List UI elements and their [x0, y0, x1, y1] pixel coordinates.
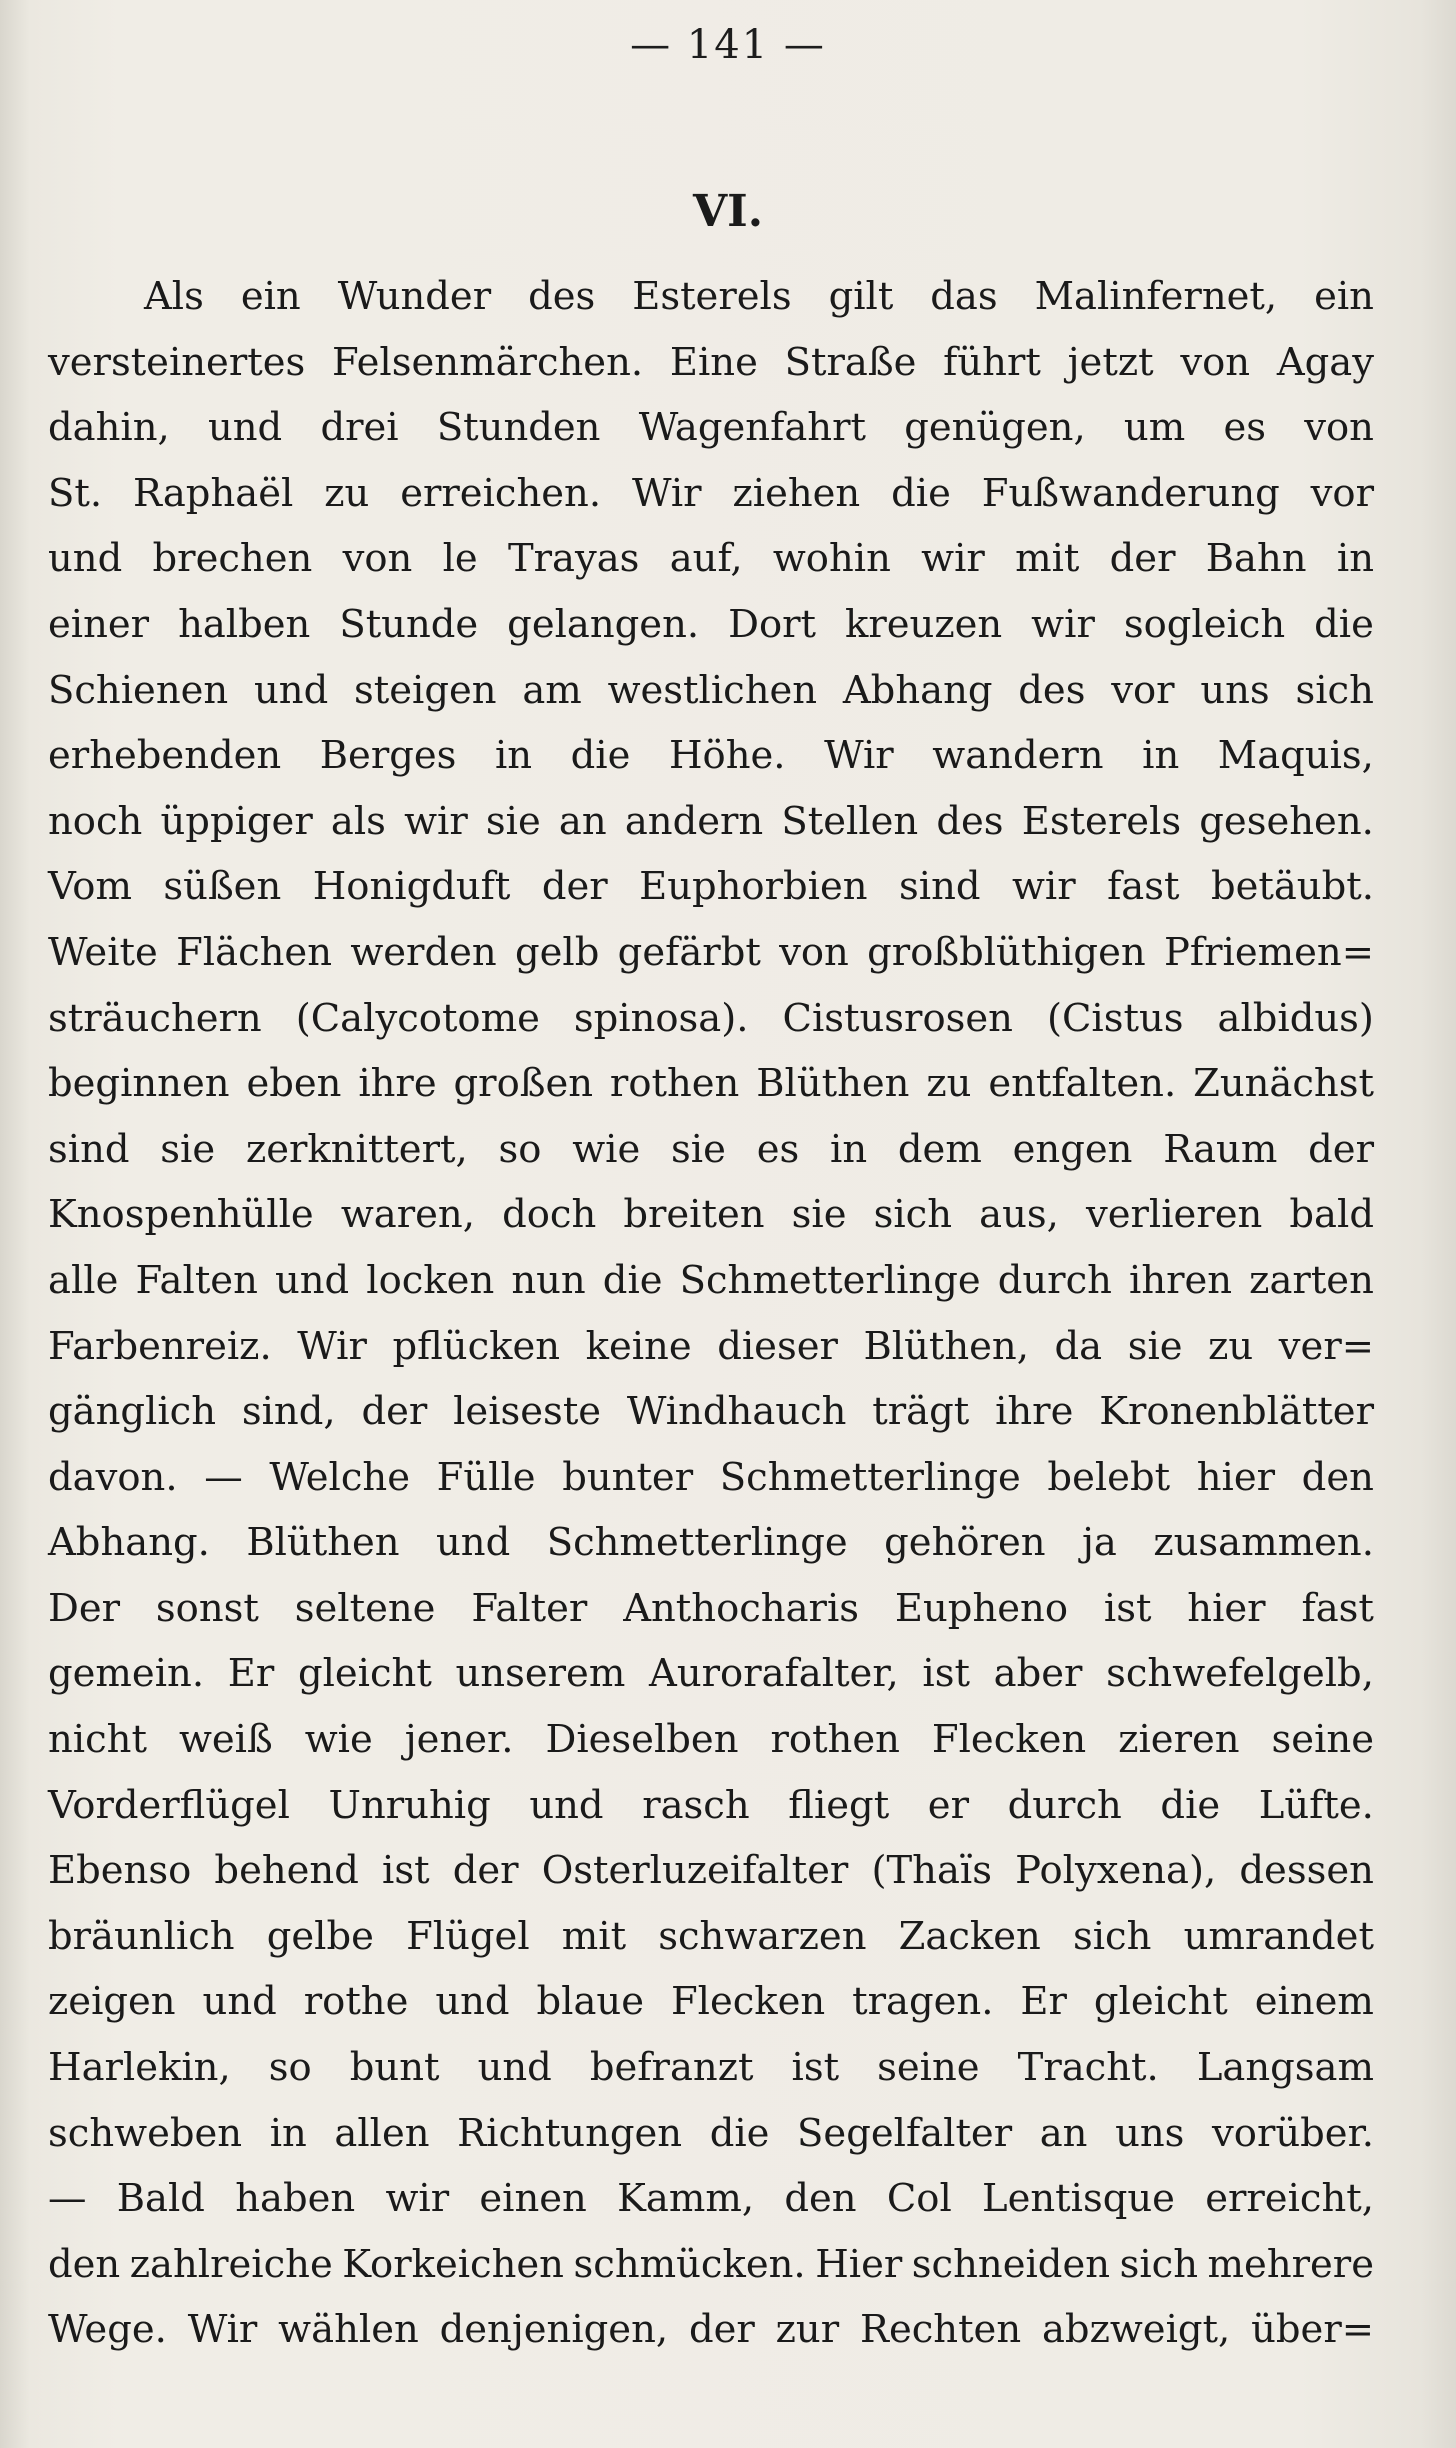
page-number-header: — 141 —: [630, 22, 826, 68]
text-line: zeigen und rothe und blaue Flecken tragen. Er gleicht einem: [48, 1979, 1374, 2025]
text-line: den zahlreiche Korkeichen schmücken. Hier schneiden sich mehrere: [48, 2241, 1374, 2287]
text-line: noch üppiger als wir sie an andern Stellen des Esterels gesehen.: [48, 798, 1374, 844]
text-line: bräunlich gelbe Flügel mit schwarzen Zacken sich umrandet: [48, 1913, 1374, 1959]
text-line: Harlekin, so bunt und befranzt ist seine Tracht. Langsam: [48, 2045, 1374, 2091]
text-line: sind sie zerknittert, so wie sie es in dem engen Raum der: [48, 1126, 1374, 1172]
text-line: gemein. Er gleicht unserem Aurorafalter, ist aber schwefelgelb,: [48, 1651, 1374, 1697]
text-line: Knospenhülle waren, doch breiten sie sich aus, verlieren bald: [48, 1192, 1374, 1238]
text-line: schweben in allen Richtungen die Segelfalter an uns vorüber.: [48, 2110, 1374, 2156]
text-line: einer halben Stunde gelangen. Dort kreuzen wir sogleich die: [48, 601, 1374, 647]
text-line: Vom süßen Honigduft der Euphorbien sind wir fast betäubt.: [48, 864, 1374, 910]
text-line: und brechen von le Trayas auf, wohin wir mit der Bahn in: [48, 536, 1374, 582]
text-line: beginnen eben ihre großen rothen Blüthen zu entfalten. Zunächst: [48, 1061, 1374, 1107]
text-line: Der sonst seltene Falter Anthocharis Eupheno ist hier fast: [48, 1585, 1374, 1631]
text-line: davon. — Welche Fülle bunter Schmetterlinge belebt hier den: [48, 1454, 1374, 1500]
text-line: dahin, und drei Stunden Wagenfahrt genügen, um es von: [48, 405, 1374, 451]
text-line: sträuchern (Calycotome spinosa). Cistusrosen (Cistus albidus): [48, 995, 1374, 1041]
text-line: Abhang. Blüthen und Schmetterlinge gehören ja zusammen.: [48, 1520, 1374, 1566]
text-line: Ebenso behend ist der Osterluzeifalter (Thaïs Polyxena), dessen: [48, 1848, 1374, 1894]
text-line: Schienen und steigen am westlichen Abhang des vor uns sich: [48, 667, 1374, 713]
text-line: Vorderflügel Unruhig und rasch fliegt er durch die Lüfte.: [48, 1782, 1374, 1828]
text-line: Weite Flächen werden gelb gefärbt von großblüthigen Pfriemen=: [48, 929, 1374, 975]
text-line: Farbenreiz. Wir pflücken keine dieser Blüthen, da sie zu ver=: [48, 1323, 1374, 1369]
text-line: Als ein Wunder des Esterels gilt das Malinfernet, ein: [144, 274, 1374, 319]
text-line: nicht weiß wie jener. Dieselben rothen Flecken zieren seine: [48, 1717, 1374, 1763]
text-line: — Bald haben wir einen Kamm, den Col Lentisque erreicht,: [48, 2176, 1374, 2222]
chapter-heading: VI.: [692, 186, 764, 237]
text-line: Wege. Wir wählen denjenigen, der zur Rechten abzweigt, über=: [48, 2307, 1374, 2353]
text-line: versteinertes Felsenmärchen. Eine Straße führt jetzt von Agay: [48, 339, 1374, 385]
text-line: erhebenden Berges in die Höhe. Wir wandern in Maquis,: [48, 733, 1374, 779]
text-line: alle Falten und locken nun die Schmetterlinge durch ihren zarten: [48, 1257, 1374, 1303]
body-text: [48, 264, 1374, 2363]
text-line: gänglich sind, der leiseste Windhauch trägt ihre Kronenblätter: [48, 1389, 1374, 1435]
text-line: St. Raphaël zu erreichen. Wir ziehen die Fußwanderung vor: [48, 470, 1374, 516]
